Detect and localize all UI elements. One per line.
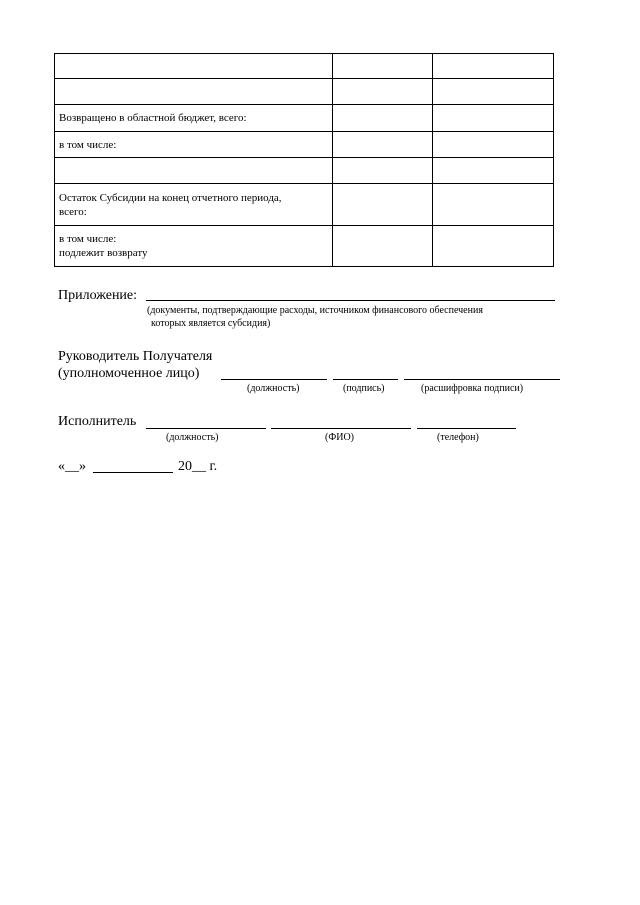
- appendix-note-line1: (документы, подтверждающие расходы, источником финансового обеспечения: [147, 305, 483, 316]
- appendix-label: Приложение:: [58, 288, 138, 303]
- row-value-cell-b[interactable]: [433, 226, 554, 267]
- row-value-cell-b[interactable]: [433, 132, 554, 158]
- head-position-field[interactable]: [221, 379, 327, 380]
- date-month-field[interactable]: [93, 472, 173, 473]
- head-caption-signature: (подпись): [343, 383, 385, 394]
- report-table: [54, 53, 554, 267]
- date-year: 20__ г.: [178, 459, 218, 474]
- executor-caption-phone: (телефон): [437, 432, 479, 443]
- table-row: [55, 158, 554, 184]
- row-value-cell-b[interactable]: [433, 79, 554, 105]
- row-value-cell-a[interactable]: [333, 132, 433, 158]
- row-value-cell-a[interactable]: [333, 54, 433, 79]
- date-day: «__»: [58, 459, 86, 474]
- table-row: [55, 79, 554, 105]
- row-description-line: Возвращено в областной бюджет, всего:: [59, 112, 247, 124]
- row-value-cell-b[interactable]: [433, 105, 554, 132]
- head-title-line2: (уполномоченное лицо): [58, 366, 200, 381]
- row-description-line: в том числе:: [59, 233, 117, 245]
- row-value-cell-a[interactable]: [333, 79, 433, 105]
- row-value-cell-a[interactable]: [333, 105, 433, 132]
- row-description-cell: [55, 105, 333, 132]
- executor-caption-position: (должность): [166, 432, 219, 443]
- row-description-line: Остаток Субсидии на конец отчетного периода,: [59, 191, 282, 204]
- row-description-line: в том числе:: [59, 138, 117, 151]
- row-value-cell-a[interactable]: [333, 226, 433, 267]
- row-value-cell-b[interactable]: [433, 158, 554, 184]
- table-row: [55, 132, 554, 158]
- executor-name-field[interactable]: [271, 428, 411, 429]
- report-table-body: [55, 54, 554, 267]
- row-description-cell: [55, 54, 333, 79]
- table-row: [55, 105, 554, 132]
- row-description-cell: [55, 79, 333, 105]
- row-value-cell-a[interactable]: [333, 158, 433, 184]
- head-title-line1: Руководитель Получателя: [58, 349, 213, 364]
- row-description-cell: [55, 226, 333, 267]
- table-row: [55, 54, 554, 79]
- row-description-cell: [55, 132, 333, 158]
- executor-phone-field[interactable]: [417, 428, 516, 429]
- row-value-cell-a[interactable]: [333, 184, 433, 226]
- head-signature-field[interactable]: [333, 379, 398, 380]
- row-description-line: всего:: [59, 205, 87, 218]
- table-row: [55, 226, 554, 267]
- executor-label: Исполнитель: [58, 414, 137, 429]
- row-value-cell-b[interactable]: [433, 54, 554, 79]
- row-description-cell: [55, 184, 333, 226]
- appendix-note-line2: которых является субсидия): [151, 318, 271, 329]
- row-description-line: подлежит возврату: [59, 247, 148, 259]
- executor-position-field[interactable]: [146, 428, 266, 429]
- head-caption-position: (должность): [247, 383, 300, 394]
- table-row: [55, 184, 554, 226]
- appendix-underline[interactable]: [146, 300, 555, 301]
- head-decoding-field[interactable]: [404, 379, 560, 380]
- head-caption-decoding: (расшифровка подписи): [421, 383, 524, 394]
- row-value-cell-b[interactable]: [433, 184, 554, 226]
- row-description-cell: [55, 158, 333, 184]
- executor-caption-name: (ФИО): [325, 432, 355, 443]
